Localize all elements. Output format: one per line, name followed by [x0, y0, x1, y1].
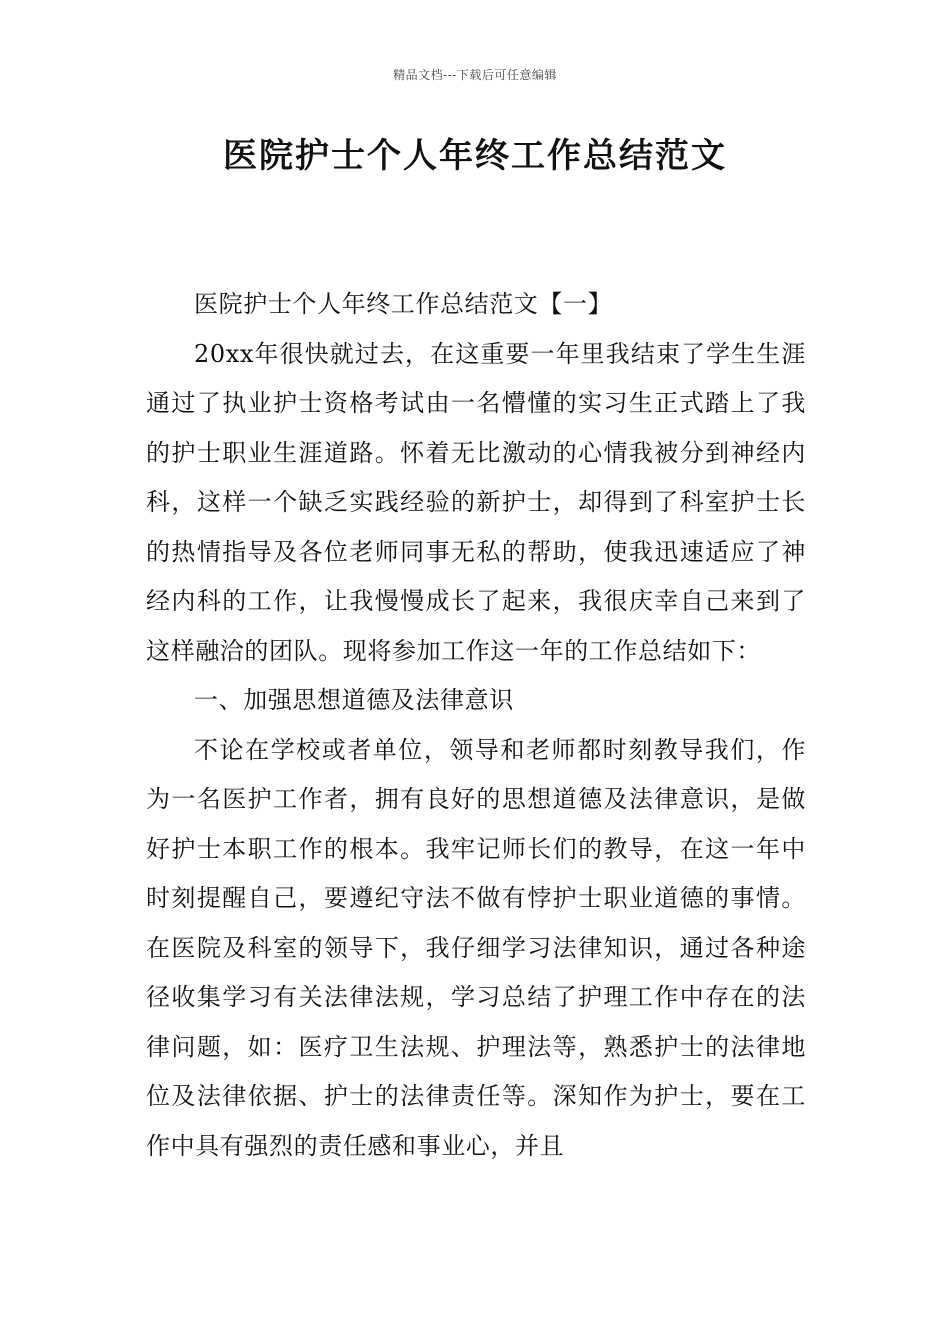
section-heading: 医院护士个人年终工作总结范文【一】 [194, 290, 613, 318]
document-title: 医院护士个人年终工作总结范文 [223, 136, 727, 176]
body-paragraph: 20xx年很快就过去，在这重要一年里我结束了学生生涯通过了执业护士资格考试由一名懵懂的实习生正式踏上了我的护士职业生涯道路。怀着无比激动的心情我被分到神经内科，这样一个缺乏实践经验的新护士，却得到了科室护士长的热情指导及各位老师同事无私的帮助，使我迅速适应了神经内科的工作，让我慢慢成长了起来，我很庆幸自己来到了这样融洽的团队。现将参加工作这一年的工作总结如下： [146, 339, 806, 665]
body-paragraph: 不论在学校或者单位，领导和老师都时刻教导我们，作为一名医护工作者，拥有良好的思想道德及法律意识，是做好护士本职工作的根本。我牢记师长们的教导，在这一年中时刻提醒自己，要遵纪守法不做有悖护士职业道德的事情。在医院及科室的领导下，我仔细学习法律知识，通过各种途径收集学习有关法律法规，学习总结了护理工作中存在的法律问题，如：医疗卫生法规、护理法等，熟悉护士的法律地位及法律依据、护士的法律责任等。深知作为护士，要在工作中具有强烈的责任感和事业心，并且 [146, 735, 806, 1160]
subsection-heading: 一、加强思想道德及法律意识 [194, 686, 514, 714]
document-body [146, 280, 806, 1171]
header-note: 精品文档---下载后可任意编辑 [393, 68, 557, 82]
